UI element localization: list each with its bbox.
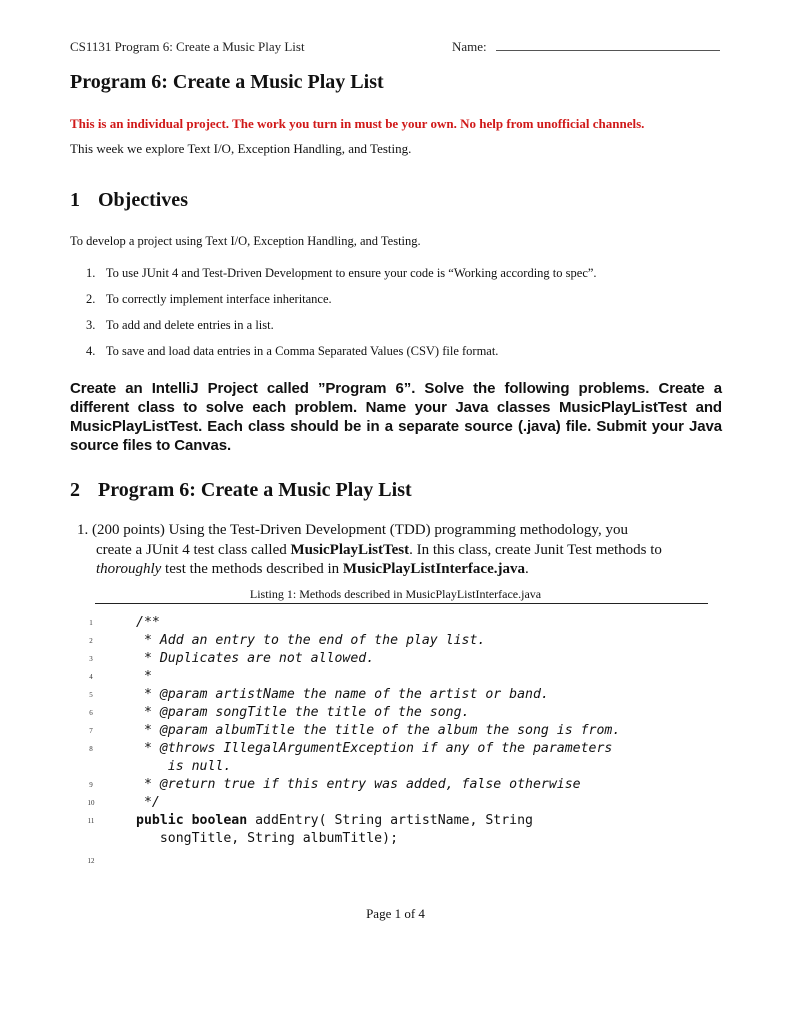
- integrity-warning: This is an individual project. The work you turn in must be your own. No help from unofficial channels.: [70, 116, 645, 131]
- section-title: Program 6: Create a Music Play List: [98, 479, 412, 501]
- line-number: 6: [89, 709, 93, 717]
- section-heading-program: [70, 479, 412, 502]
- text-run: test the methods described in: [161, 561, 343, 577]
- text-run: .: [524, 561, 529, 577]
- section-heading-objectives: [70, 189, 188, 212]
- item-text: To save and load data entries in a Comma Separated Values (CSV) file format.: [105, 344, 499, 358]
- code-text: * Duplicates are not allowed.: [136, 651, 375, 666]
- name-line: [496, 50, 720, 51]
- code-text: /**: [136, 615, 160, 630]
- intro-text: This week we explore Text I/O, Exception Handling, and Testing.: [70, 141, 412, 156]
- text-run: . In this class, create Junit Test methods to: [409, 541, 662, 558]
- objectives-lead: To develop a project using Text I/O, Exception Handling, and Testing.: [70, 234, 421, 248]
- listing-rule: [95, 603, 708, 604]
- code-text: * Add an entry to the end of the play list.: [136, 633, 486, 648]
- line-number: 10: [87, 799, 95, 807]
- section-number: 2: [70, 479, 80, 501]
- list-item: [86, 344, 597, 370]
- line-number: 3: [89, 655, 93, 663]
- problem-line-3: [77, 560, 722, 580]
- code-text: * @return true if this entry was added, false otherwise: [136, 777, 581, 792]
- problem-line-1: (200 points) Using the Test-Driven Development (TDD) programming methodology, you: [92, 522, 628, 538]
- line-number: 1: [89, 619, 93, 627]
- problem-line-2: [77, 541, 722, 561]
- listing-caption: Listing 1: Methods described in MusicPlayListInterface.java: [249, 587, 542, 601]
- list-item: [86, 318, 597, 344]
- code-keyword: public boolean: [136, 813, 248, 828]
- code-text: is null.: [136, 759, 232, 774]
- text-run: create a JUnit 4 test class called: [96, 541, 291, 558]
- item-number: 4.: [86, 344, 96, 358]
- line-number: 4: [89, 673, 93, 681]
- list-item: [86, 292, 597, 318]
- code-text: */: [136, 795, 160, 810]
- item-text: To add and delete entries in a list.: [105, 318, 274, 332]
- line-number: 2: [89, 637, 93, 645]
- code-text: public boolean addEntry( String artistName, String: [136, 813, 533, 828]
- name-label: Name:: [452, 39, 487, 54]
- item-number: 1.: [86, 266, 96, 280]
- page-title: Program 6: Create a Music Play List: [70, 71, 384, 93]
- item-text: To use JUnit 4 and Test-Driven Development to ensure your code is “Working according to spec”.: [105, 266, 597, 280]
- problem-1-text: [77, 521, 722, 580]
- code-text: *: [136, 669, 152, 684]
- line-number: 8: [89, 745, 93, 753]
- item-number: 3.: [86, 318, 96, 332]
- code-text: songTitle, String albumTitle);: [136, 831, 399, 846]
- line-number: 9: [89, 781, 93, 789]
- running-header: CS1131 Program 6: Create a Music Play List: [70, 39, 305, 54]
- line-number: 11: [87, 817, 95, 825]
- file-name: MusicPlayListInterface.java: [342, 561, 525, 577]
- list-item: [86, 266, 597, 292]
- line-number: 12: [87, 857, 95, 865]
- problem-number: 1.: [77, 522, 89, 538]
- line-number: 5: [89, 691, 93, 699]
- code-text: * @param artistName the name of the artist or band.: [136, 687, 549, 702]
- section-title: Objectives: [98, 189, 188, 211]
- page-footer: Page 1 of 4: [366, 906, 425, 921]
- code-text: * @throws IllegalArgumentException if any of the parameters: [136, 741, 613, 756]
- code-text: * @param albumTitle the title of the album the song is from.: [136, 723, 621, 738]
- item-number: 2.: [86, 292, 96, 306]
- emphasis: thoroughly: [96, 561, 162, 577]
- code-text: * @param songTitle the title of the song.: [136, 705, 470, 720]
- class-name: MusicPlayListTest: [290, 541, 410, 558]
- section-number: 1: [70, 189, 80, 211]
- objectives-list: [86, 266, 597, 370]
- line-number: 7: [89, 727, 93, 735]
- project-instructions: Create an IntelliJ Project called ”Program 6”. Solve the following problems. Create a different class to solve each problem. Name your Java classes MusicPlayListTest and MusicPlayListTest. Each class should be in a separate source (.java) file. Submit your Java source files to Canvas.: [70, 380, 722, 454]
- item-text: To correctly implement interface inheritance.: [105, 292, 332, 306]
